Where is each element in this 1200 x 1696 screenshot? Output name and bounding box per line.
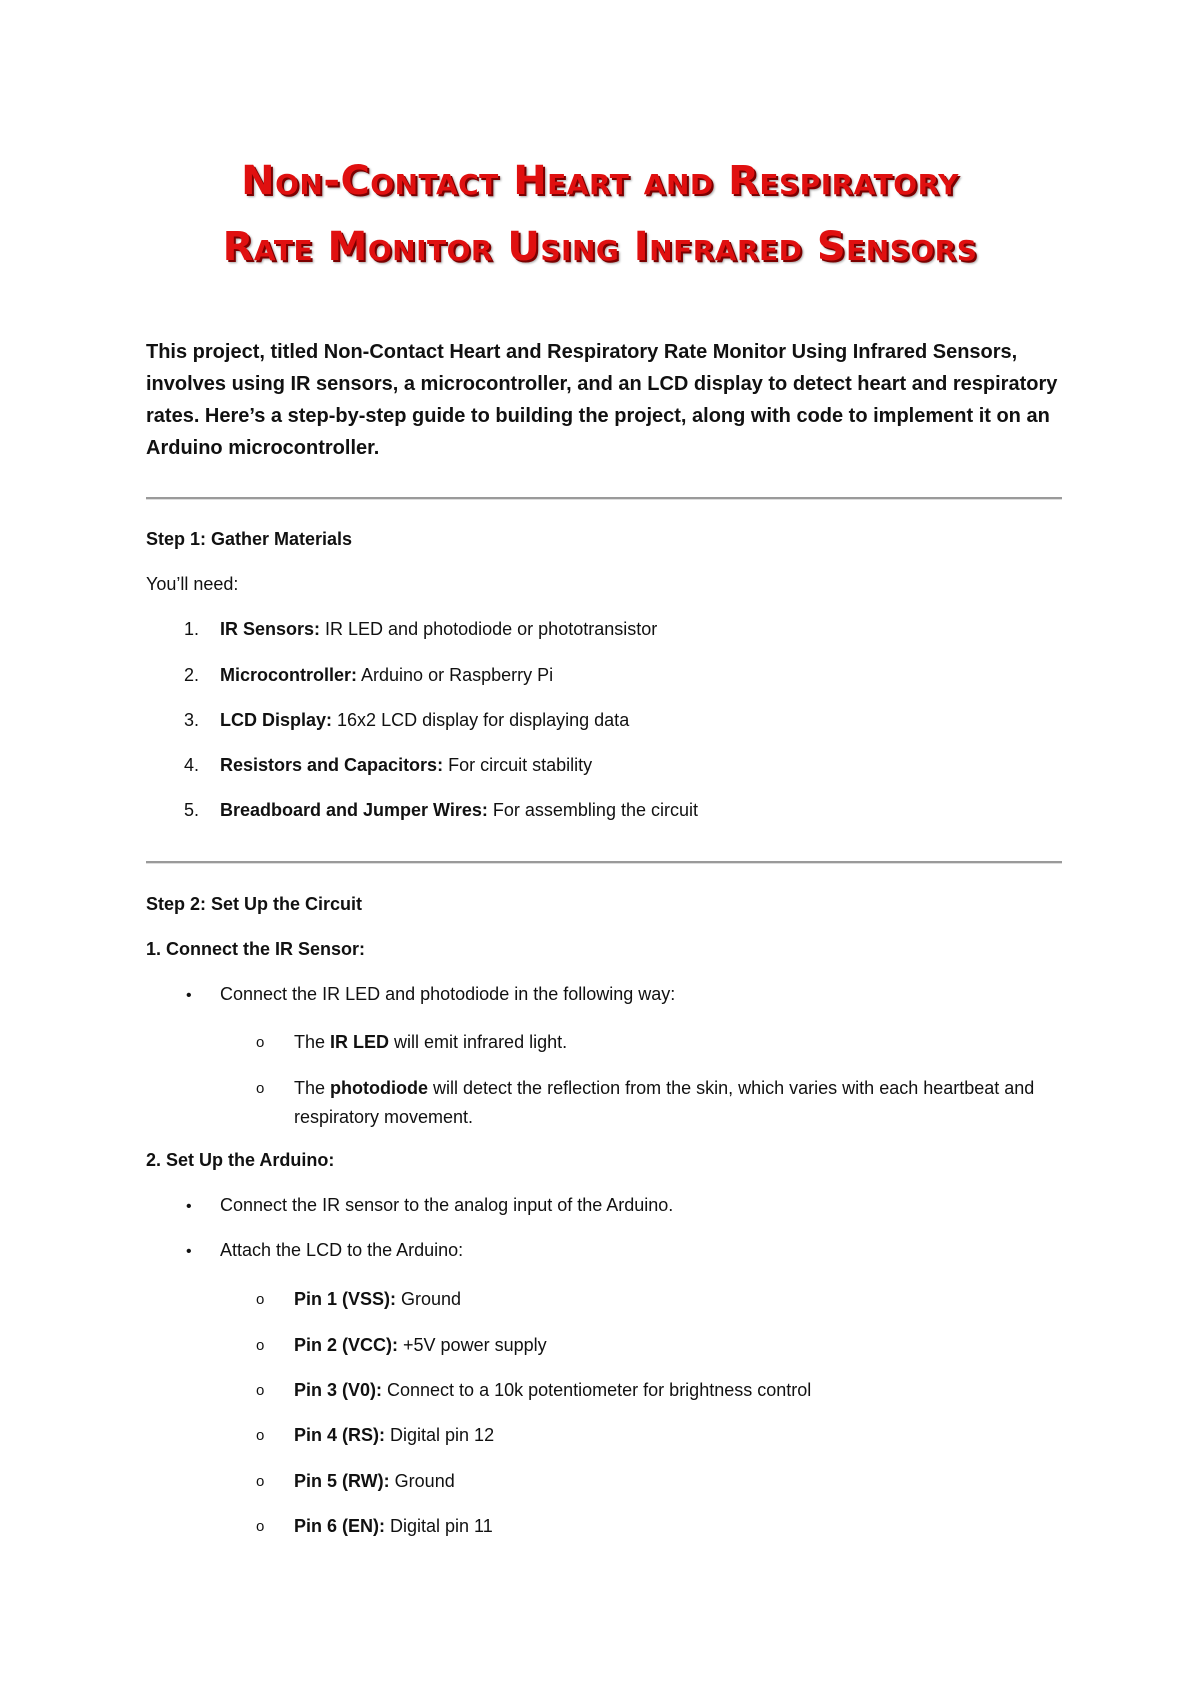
sub-bullet-bold: IR LED (330, 1032, 390, 1052)
bullet-item (186, 984, 675, 1005)
pin-text: Digital pin 12 (385, 1425, 495, 1445)
item-label: Resistors and Capacitors: (220, 755, 444, 775)
pin-label: Pin 4 (RS): (294, 1425, 386, 1445)
bullet-icon: • (186, 1198, 192, 1215)
pin-label: Pin 3 (V0): (294, 1380, 383, 1400)
pin-item (256, 1467, 1046, 1496)
item-number: 5. (184, 800, 200, 820)
item-text: For circuit stability (443, 755, 593, 775)
material-item (184, 710, 629, 731)
item-label: Microcontroller: (220, 665, 358, 685)
item-number: 4. (184, 755, 200, 775)
bullet-text: Connect the IR sensor to the analog input of the Arduino. (220, 1195, 674, 1215)
item-label: IR Sensors: (220, 619, 321, 639)
pin-text: Digital pin 11 (385, 1516, 493, 1536)
intro-paragraph: This project, titled Non-Contact Heart and Respiratory Rate Monitor Using Infrared Sensors, involves using IR sensors, a microcontroller, and an LCD display to detect heart and respiratory rates. Here’s a step-by-step guide to building the project, along with code to implement it on an Arduino microcontroller. (146, 341, 1058, 459)
sub-bullet-bold: photodiode (330, 1078, 429, 1098)
circle-bullet-icon: o (256, 1518, 265, 1535)
bullet-item (186, 1195, 673, 1216)
step1-lead: You’ll need: (146, 574, 239, 594)
pin-item (256, 1512, 1046, 1541)
bullet-text: Connect the IR LED and photodiode in the following way: (220, 984, 676, 1004)
circle-bullet-icon: o (256, 1291, 265, 1308)
material-item (184, 665, 553, 686)
item-text: Arduino or Raspberry Pi (357, 665, 554, 685)
sub-bullet-item (256, 1074, 1046, 1132)
circle-bullet-icon: o (256, 1473, 265, 1490)
circle-bullet-icon: o (256, 1382, 265, 1399)
item-text: IR LED and photodiode or phototransistor (320, 619, 658, 639)
item-number: 2. (184, 665, 200, 685)
pin-label: Pin 1 (VSS): (294, 1289, 397, 1309)
pin-item (256, 1376, 1046, 1405)
sub-bullet-text: The (294, 1032, 331, 1052)
bullet-icon: • (186, 1243, 192, 1260)
bullet-text: Attach the LCD to the Arduino: (220, 1240, 464, 1260)
sub-bullet-text: will emit infrared light. (389, 1032, 568, 1052)
item-number: 3. (184, 710, 200, 730)
pin-label: Pin 6 (EN): (294, 1516, 386, 1536)
pin-label: Pin 5 (RW): (294, 1471, 390, 1491)
material-item (184, 755, 592, 776)
step2-heading: Step 2: Set Up the Circuit (146, 894, 363, 914)
item-number: 1. (184, 619, 200, 639)
pin-item (256, 1421, 1046, 1450)
document-title (120, 148, 1080, 280)
title-line-2: Rate Monitor Using Infrared Sensors (120, 214, 1080, 280)
item-text: 16x2 LCD display for displaying data (332, 710, 630, 730)
sub-bullet-text: The (294, 1078, 331, 1098)
circle-bullet-icon: o (256, 1427, 265, 1444)
bullet-item (186, 1240, 463, 1261)
divider-1 (146, 497, 1062, 500)
step2-sub2-heading: 2. Set Up the Arduino: (146, 1150, 335, 1170)
pin-text: +5V power supply (398, 1335, 547, 1355)
circle-bullet-icon: o (256, 1337, 265, 1354)
bullet-icon: • (186, 987, 192, 1004)
material-item (184, 619, 657, 640)
step1-heading: Step 1: Gather Materials (146, 529, 353, 549)
pin-text: Ground (389, 1471, 455, 1491)
title-line-1: Non-Contact Heart and Respiratory (120, 148, 1080, 214)
divider-2 (146, 861, 1062, 864)
pin-item (256, 1285, 1046, 1314)
pin-item (256, 1331, 1046, 1360)
item-label: LCD Display: (220, 710, 333, 730)
sub-bullet-item (256, 1028, 1046, 1057)
step2-sub1-heading: 1. Connect the IR Sensor: (146, 939, 366, 959)
pin-label: Pin 2 (VCC): (294, 1335, 399, 1355)
sub-bullet-text: will detect the reflection from the skin, which varies with each heartbeat and respiratory movement. (294, 1078, 1035, 1127)
pin-text: Ground (396, 1289, 462, 1309)
item-label: Breadboard and Jumper Wires: (220, 800, 488, 820)
circle-bullet-icon: o (256, 1080, 265, 1097)
material-item (184, 800, 698, 821)
item-text: For assembling the circuit (487, 800, 698, 820)
circle-bullet-icon: o (256, 1034, 265, 1051)
pin-text: Connect to a 10k potentiometer for brightness control (382, 1380, 812, 1400)
